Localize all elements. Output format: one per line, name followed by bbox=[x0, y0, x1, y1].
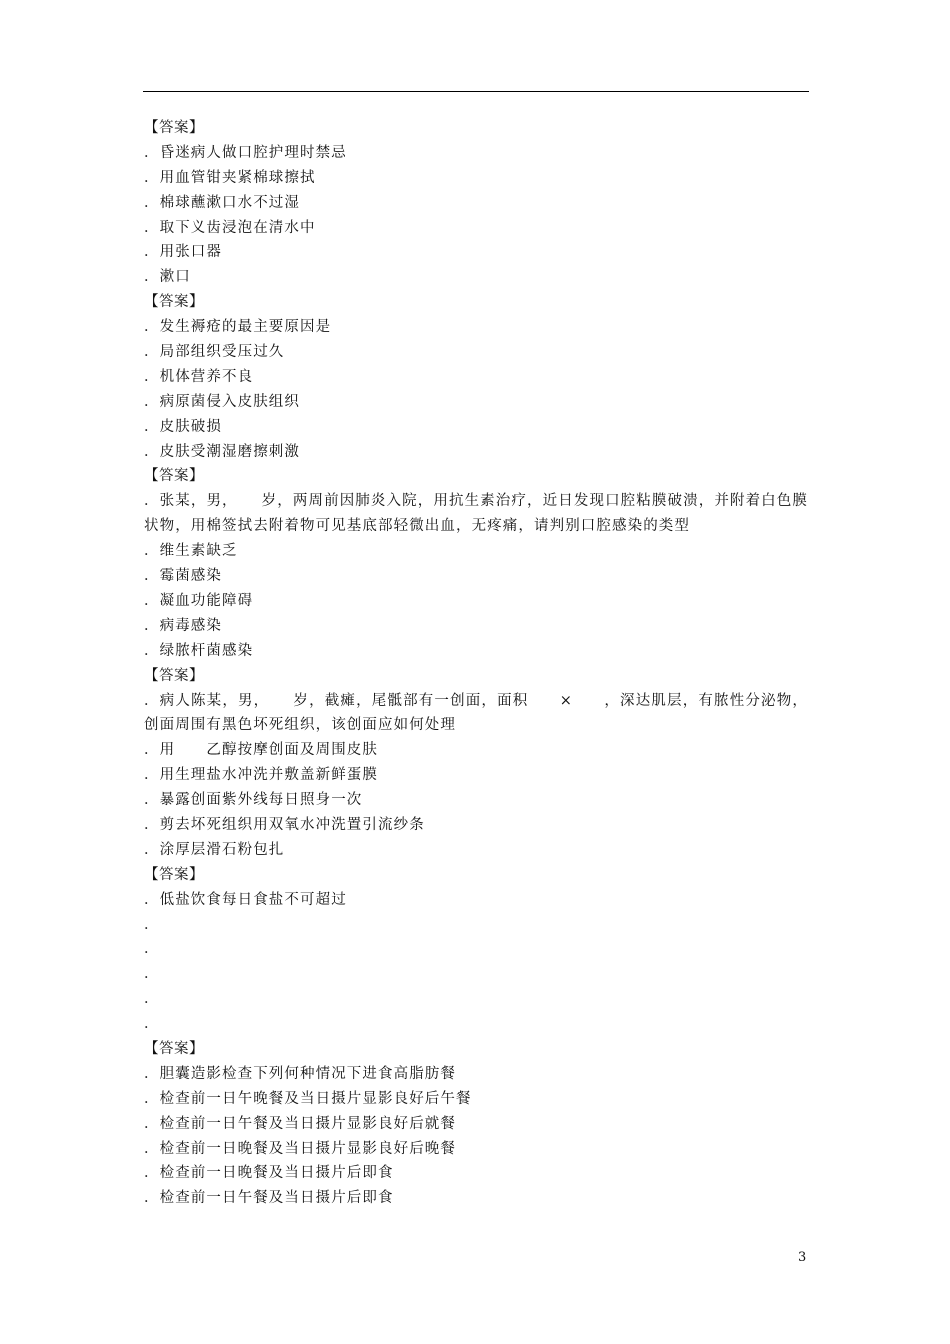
answer-label: 【答案】 bbox=[144, 1041, 204, 1058]
option-text: ．检查前一日午餐及当日摄片后即食 bbox=[144, 1190, 394, 1207]
question-text: ．昏迷病人做口腔护理时禁忌 bbox=[144, 144, 347, 161]
option-text: ．局部组织受压过久 bbox=[144, 344, 285, 361]
document-body bbox=[144, 116, 808, 1211]
option-text: ．用生理盐水冲洗并敷盖新鲜蛋膜 bbox=[144, 767, 378, 784]
option-text: ．病毒感染 bbox=[144, 617, 222, 634]
option-text: ． bbox=[144, 991, 160, 1008]
question-text: ．病人陈某，男， 岁，截瘫，尾骶部有一创面，面积 × ，深达肌层，有脓性分泌物，创面周围有黑色坏死组织，该创面应如何处理 bbox=[144, 692, 808, 734]
option-text: ．检查前一日晚餐及当日摄片后即食 bbox=[144, 1165, 394, 1182]
option-text: ．棉球蘸漱口水不过湿 bbox=[144, 194, 300, 211]
option-text: ．涂厚层滑石粉包扎 bbox=[144, 841, 285, 858]
option-text: ．检查前一日午晚餐及当日摄片显影良好后午餐 bbox=[144, 1090, 472, 1107]
question-text: ．发生褥疮的最主要原因是 bbox=[144, 319, 332, 336]
option-text: ．用张口器 bbox=[144, 244, 222, 261]
option-text: ．剪去坏死组织用双氧水冲洗置引流纱条 bbox=[144, 817, 425, 833]
option-text: ． bbox=[144, 966, 160, 983]
option-text: ．检查前一日晚餐及当日摄片显影良好后晚餐 bbox=[144, 1140, 456, 1157]
option-text: ． bbox=[144, 1016, 160, 1033]
option-text: ．漱口 bbox=[144, 269, 191, 286]
answer-label: 【答案】 bbox=[144, 667, 204, 684]
option-text: ．机体营养不良 bbox=[144, 368, 254, 385]
option-text: ．病原菌侵入皮肤组织 bbox=[144, 393, 300, 410]
question-text: ．低盐饮食每日食盐不可超过 bbox=[144, 891, 347, 908]
option-text: ． bbox=[144, 916, 160, 933]
option-text: ． bbox=[144, 941, 160, 958]
option-text: ．用血管钳夹紧棉球擦拭 bbox=[144, 169, 316, 186]
question-text: ．张某，男， 岁，两周前因肺炎入院，用抗生素治疗，近日发现口腔粘膜破溃，并附着白色膜状物，用棉签拭去附着物可见基底部轻微出血，无疼痛，请判别口腔感染的类型 bbox=[144, 493, 808, 535]
option-text: ．凝血功能障碍 bbox=[144, 592, 254, 609]
answer-label: 【答案】 bbox=[144, 468, 204, 485]
question-text: ．胆囊造影检查下列何种情况下进食高脂肪餐 bbox=[144, 1065, 456, 1082]
option-text: ．暴露创面紫外线每日照身一次 bbox=[144, 792, 363, 809]
option-text: ．取下义齿浸泡在清水中 bbox=[144, 219, 316, 236]
page-number: 3 bbox=[798, 1250, 807, 1265]
answer-label: 【答案】 bbox=[144, 294, 204, 311]
option-text: ．检查前一日午餐及当日摄片显影良好后就餐 bbox=[144, 1115, 456, 1132]
answer-label: 【答案】 bbox=[144, 120, 204, 136]
option-text: ．皮肤破损 bbox=[144, 418, 222, 435]
option-text: ．绿脓杆菌感染 bbox=[144, 642, 254, 659]
option-text: ．用 乙醇按摩创面及周围皮肤 bbox=[144, 742, 378, 759]
option-text: ．维生素缺乏 bbox=[144, 543, 238, 560]
option-text: ．霉菌感染 bbox=[144, 568, 222, 585]
answer-label: 【答案】 bbox=[144, 866, 204, 883]
option-text: ．皮肤受潮湿磨擦刺激 bbox=[144, 443, 300, 460]
header-rule bbox=[143, 91, 809, 92]
